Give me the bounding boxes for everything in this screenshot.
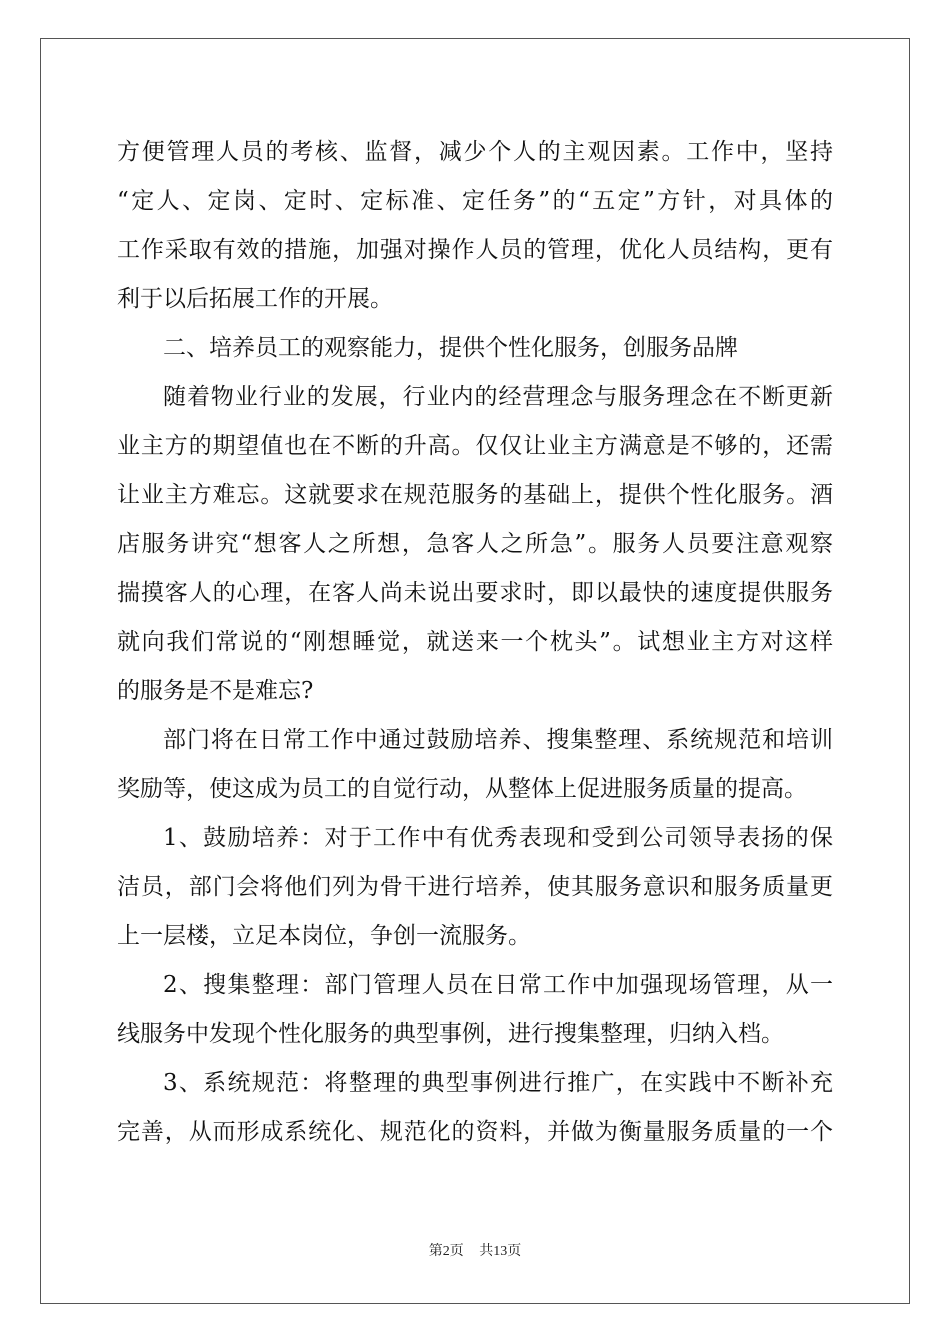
text-line: 上一层楼，立足本岗位，争创一流服务。 — [117, 923, 531, 949]
text-line: 业主方的期望值也在不断的升高。仅仅让业主方满意是不够的，还需 — [117, 433, 833, 459]
text-line: 店服务讲究“想客人之所想，急客人之所急”。服务人员要注意观察 — [117, 531, 833, 557]
text-line: 让业主方难忘。这就要求在规范服务的基础上，提供个性化服务。酒 — [117, 482, 833, 508]
page-number: 第2页 — [428, 1244, 464, 1259]
text-line: 3、系统规范：将整理的典型事例进行推广，在实践中不断补充 — [163, 1070, 833, 1096]
text-line: 线服务中发现个性化服务的典型事例，进行搜集整理，归纳入档。 — [117, 1021, 784, 1047]
page-total: 共13页 — [479, 1244, 522, 1259]
page-footer — [0, 1240, 950, 1260]
text-line: 2、搜集整理：部门管理人员在日常工作中加强现场管理，从一 — [163, 972, 833, 998]
text-line: 随着物业行业的发展，行业内的经营理念与服务理念在不断更新 — [163, 384, 833, 410]
text-line: 的服务是不是难忘? — [117, 678, 314, 704]
text-line: 完善，从而形成系统化、规范化的资料，并做为衡量服务质量的一个 — [117, 1119, 833, 1145]
text-line: “定人、定岗、定时、定标准、定任务”的“五定”方针，对具体的 — [117, 188, 833, 214]
text-line: 奖励等，使这成为员工的自觉行动，从整体上促进服务质量的提高。 — [117, 776, 807, 802]
text-line: 二、培养员工的观察能力，提供个性化服务，创服务品牌 — [163, 335, 738, 361]
text-line: 部门将在日常工作中通过鼓励培养、搜集整理、系统规范和培训 — [163, 727, 833, 753]
document-body — [117, 128, 833, 1157]
text-line: 利于以后拓展工作的开展。 — [117, 286, 393, 312]
text-line: 洁员，部门会将他们列为骨干进行培养，使其服务意识和服务质量更 — [117, 874, 833, 900]
text-line: 工作采取有效的措施，加强对操作人员的管理，优化人员结构，更有 — [117, 237, 833, 263]
text-line: 1、鼓励培养：对于工作中有优秀表现和受到公司领导表扬的保 — [163, 825, 833, 851]
text-line: 揣摸客人的心理，在客人尚未说出要求时，即以最快的速度提供服务 — [117, 580, 833, 606]
text-line: 就向我们常说的“刚想睡觉，就送来一个枕头”。试想业主方对这样 — [117, 629, 833, 655]
text-line: 方便管理人员的考核、监督，减少个人的主观因素。工作中，坚持 — [117, 139, 833, 165]
